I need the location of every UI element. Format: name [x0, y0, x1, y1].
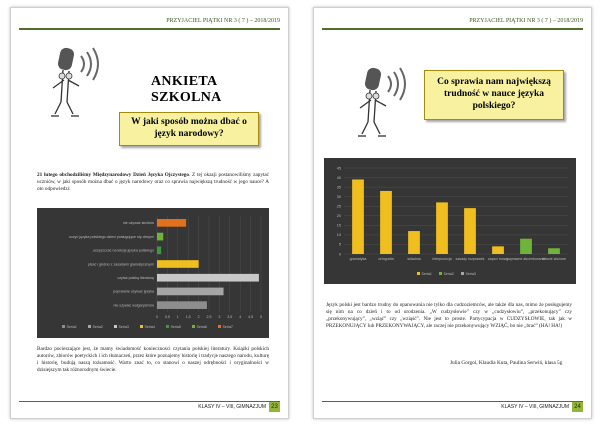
bar	[157, 246, 161, 254]
page-footer	[19, 401, 280, 412]
intro-rest-text: . Z tej okazji postanowiliśmy zapytać uczniów, w jaki sposób można dbać o język narodowy oraz co sprawia największą trudność w jego nauce? A oto odpowiedzi:	[37, 172, 269, 192]
page-header	[322, 18, 583, 30]
category-label: uczyć języka polskiego dzieci posługujące się obcymi	[69, 234, 154, 239]
bar	[157, 288, 224, 296]
page-title: ANKIETA SZKOLNA	[151, 74, 222, 105]
y-tick-label: 0	[338, 252, 341, 257]
y-tick-label: 25	[336, 204, 341, 209]
category-label: nie używać wulgaryzmów	[113, 303, 154, 308]
legend-label: Seria7	[222, 324, 233, 329]
chart-language-care	[37, 208, 269, 338]
x-tick-label: 3	[218, 315, 221, 319]
right-page	[313, 7, 592, 419]
intro-paragraph	[37, 172, 269, 193]
legend-label: Seria4	[144, 324, 155, 329]
footer-text: KLASY IV – VIII, GIMNAZJUM	[501, 404, 569, 410]
outro-paragraph: Bardzo pocieszające jest, że mamy świadomość konieczności czytania polskiej literatury. Książki polskich autorów, zbiorów poetyckich i ich tłumaczeń, przez które poznajemy historię i tradycje naszego narodu, kulturę i historię, budują naszą tożsamość. Warto znać to, co stanowi o naszej odrębności i oryginalności w dzisiejszym tak różnorodnym świecie.	[37, 346, 269, 373]
legend-label: Seria3	[118, 324, 129, 329]
category-label: ortografia	[378, 257, 394, 261]
legend-swatch	[88, 325, 91, 328]
bar	[352, 179, 364, 254]
legend-label: Seria6	[196, 324, 207, 329]
legend-label: Seria2	[92, 324, 103, 329]
x-tick-label: 4,5	[248, 315, 254, 319]
y-tick-label: 15	[336, 223, 341, 228]
y-tick-label: 30	[336, 194, 341, 199]
category-label: poprawnie używać języka	[113, 289, 154, 294]
legend-swatch	[166, 325, 169, 328]
x-tick-label: 5	[260, 315, 262, 319]
category-label: gramatyka	[349, 257, 367, 261]
bar	[157, 260, 199, 268]
y-tick-label: 40	[336, 175, 341, 180]
category-label: interpunkcja	[432, 257, 452, 261]
y-tick-label: 20	[336, 214, 341, 219]
microphone-icon	[37, 40, 107, 120]
question-box: Co sprawia nam największą trudność w nauce języka polskiego?	[424, 70, 564, 120]
x-tick-label: 2,5	[206, 315, 212, 319]
question-box: W jaki sposób można dbać o język narodowy?	[119, 112, 259, 146]
category-label: poprawne akcentowanie	[506, 257, 546, 261]
bar	[157, 233, 163, 241]
y-tick-label: 45	[336, 166, 341, 171]
x-tick-label: 0,5	[164, 315, 170, 319]
category-label: zdanie złożone	[542, 257, 566, 261]
signature: Julia Gorgol, Klaudia Kuta, Paulina Serwiń, klasa 5g	[450, 360, 563, 366]
page-number: 23	[269, 402, 280, 412]
legend-label: Seria1	[421, 271, 432, 276]
legend-swatch	[140, 325, 143, 328]
bar	[492, 246, 504, 254]
y-tick-label: 5	[338, 242, 341, 247]
bar	[157, 274, 259, 282]
x-tick-label: 4	[239, 315, 242, 319]
microphone-icon	[344, 60, 414, 140]
page-footer	[322, 401, 583, 412]
legend-swatch	[114, 325, 117, 328]
footer-text: KLASY IV – VIII, GIMNAZJUM	[198, 404, 266, 410]
bar	[436, 202, 448, 254]
category-label: czytać polską literaturę	[117, 276, 154, 281]
category-label: składnia	[407, 257, 421, 261]
y-tick-label: 35	[336, 185, 341, 190]
page-header	[19, 18, 280, 30]
header-text: PRZYJACIEL PIĄTKI NR 3 ( 7 ) – 2018/2019	[469, 18, 583, 24]
legend-swatch	[218, 325, 221, 328]
legend-swatch	[417, 272, 420, 275]
body-paragraph: Język polski jest bardzo trudny do opanowania nie tylko dla cudzoziemców, ale także dla nas, mimo że posługujemy się nim na co dzień i to od urodzenia. „W cudzysłowie” czy w „cudzysłowiu”, „przekonujący” czy „przekonywujący”, „wziąć” czy „wziąść”. Nie jest to proste. Partycypacja w CUDZYSŁOWIE, tak jak w PRZEKONUJĄCY lub PRZEKONYWAJĄCY, ale raczej nie przekonywujący WZIĄĆ, bo nie „brać” (HA! HA!)	[326, 302, 572, 329]
legend-label: Seria3	[465, 271, 476, 276]
category-label: pisać i głośno z zasadami gramatycznymi	[87, 262, 154, 267]
legend-swatch	[192, 325, 195, 328]
x-tick-label: 0	[156, 315, 158, 319]
header-text: PRZYJACIEL PIĄTKI NR 3 ( 7 ) – 2018/2019	[166, 18, 280, 24]
legend-label: Seria1	[66, 324, 77, 329]
category-label: uczęszczać na lekcje języka polskiego	[92, 248, 154, 253]
category-label: nie używać skrótów	[122, 221, 154, 226]
bar	[520, 239, 532, 254]
page-number: 24	[572, 402, 583, 412]
legend-label: Seria2	[443, 271, 454, 276]
bar	[157, 301, 207, 309]
left-page	[10, 7, 289, 419]
chart-difficulties	[324, 158, 576, 284]
bar	[464, 208, 476, 254]
x-tick-label: 3,5	[227, 315, 233, 319]
bar	[408, 231, 420, 254]
bar	[548, 248, 560, 254]
x-tick-label: 2	[197, 315, 200, 319]
bar	[380, 191, 392, 254]
x-tick-label: 1,5	[185, 315, 191, 319]
legend-label: Seria5	[170, 324, 181, 329]
legend-swatch	[439, 272, 442, 275]
y-tick-label: 10	[336, 233, 341, 238]
category-label: części mowy	[487, 257, 509, 261]
intro-bold-text: 21 lutego obchodziliśmy Międzynarodowy Dzień Języka Ojczystego	[37, 172, 189, 178]
category-label: zasady rozprawek	[455, 257, 485, 261]
legend-swatch	[62, 325, 65, 328]
legend-swatch	[461, 272, 464, 275]
bar	[157, 219, 186, 227]
x-tick-label: 1	[176, 315, 179, 319]
